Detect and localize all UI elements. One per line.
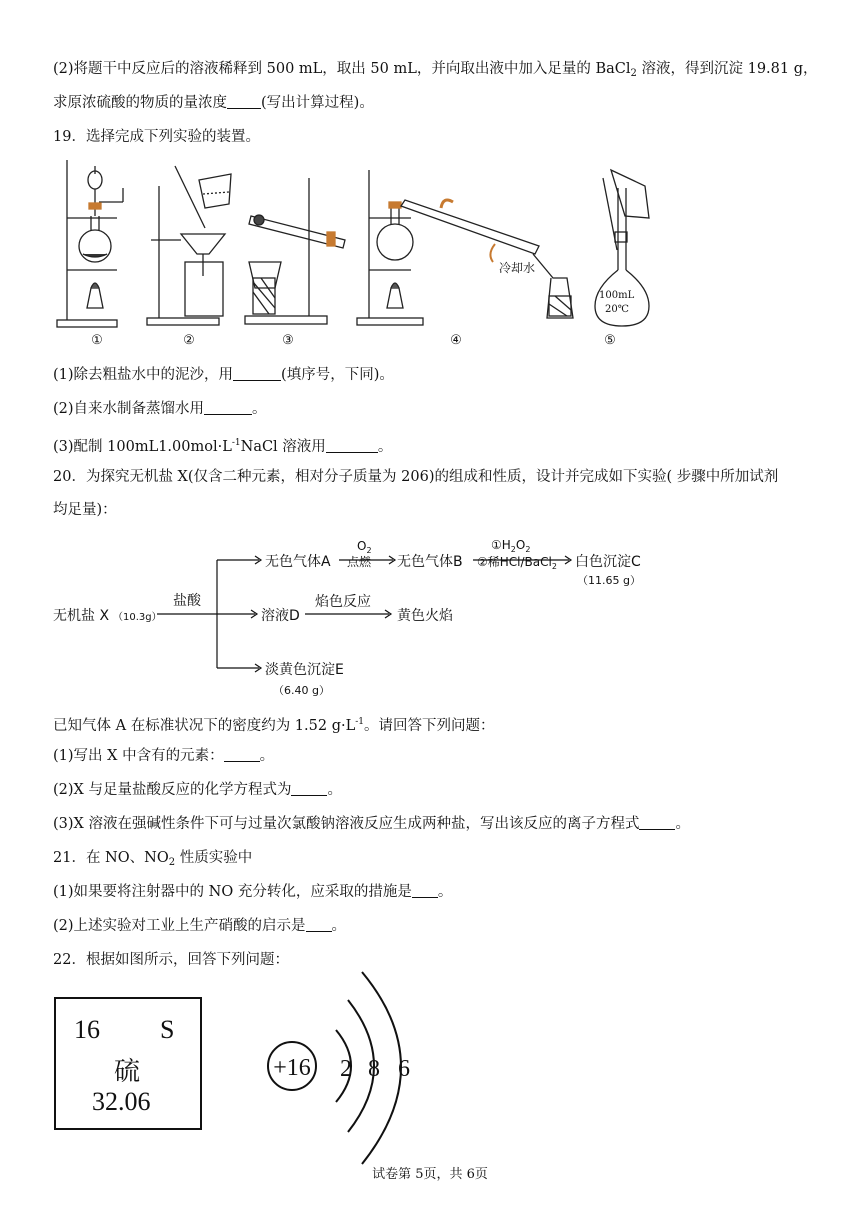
gas-b: 无色气体B (397, 554, 463, 570)
q18-part2-line2 (53, 93, 374, 113)
text: 。 (259, 748, 275, 764)
q21-part2 (53, 916, 346, 936)
apparatus-5-volumetric-flask (595, 170, 649, 326)
text: (2)上述实验对工业上生产硝酸的启示是 (53, 918, 306, 934)
white-precipitate-mass: （11.65 g） (577, 574, 641, 587)
text: 。请回答下列问题： (364, 718, 495, 734)
apparatus-3-test-tube-heating (245, 178, 345, 324)
white-precipitate: 白色沉淀C (575, 554, 641, 570)
q20-part1 (53, 746, 274, 766)
shell-2-electrons: 8 (368, 1056, 380, 1082)
q19-part3 (53, 433, 392, 457)
q20-part2 (53, 780, 342, 800)
step2-label: ②稀HCl/BaCl$_2$ (477, 555, 557, 571)
text: (2)X 与足量盐酸反应的化学方程式为 (53, 782, 292, 798)
yellow-precipitate: 淡黄色沉淀E (265, 662, 344, 678)
element-name: 硫 (114, 1057, 141, 1086)
text: (2)自来水制备蒸馏水用 (53, 401, 205, 417)
nucleus-charge: +16 (273, 1055, 311, 1081)
q21-stem (53, 848, 252, 873)
q20-stem-line1: 20．为探究无机盐 X(仅含二种元素，相对分子质量为 206)的组成和性质，设计并完成如下实验( 步骤中所加试剂 (53, 469, 779, 485)
flame-test-label: 焰色反应 (315, 594, 371, 610)
text: 。 (675, 816, 690, 832)
atomic-number: 16 (74, 1015, 100, 1044)
flask-volume-label: 100mL (599, 290, 635, 301)
ignite-label: 点燃 (347, 555, 372, 569)
answer-blank[interactable] (412, 883, 438, 898)
periodic-table-cell (54, 997, 202, 1130)
q20-known (53, 712, 495, 736)
text: 。 (327, 782, 342, 798)
yellow-precipitate-mass: （6.40 g） (273, 684, 330, 697)
text: 21．在 NO、NO (53, 850, 169, 866)
text: (1)写出 X 中含有的元素： (53, 748, 224, 764)
q18-part2-line1 (53, 59, 818, 84)
superscript: -1 (231, 438, 241, 448)
apparatus-2-filtration-setup (147, 166, 231, 325)
answer-blank[interactable] (204, 400, 252, 415)
apparatus-1-separatory-funnel-setup (57, 160, 123, 327)
atomic-mass: 32.06 (92, 1087, 151, 1116)
answer-blank[interactable] (306, 917, 332, 932)
q20-stem-line2: 均足量)： (53, 502, 117, 518)
q20-flow-diagram (53, 533, 693, 701)
step1-label: $①H_2O_2$ (491, 538, 531, 554)
cooling-water-label: 冷却水 (499, 261, 536, 275)
caption-4: ④ (450, 333, 462, 348)
text: (3)配制 100mL1.00mol·L (53, 439, 232, 455)
shell-3-electrons: 6 (398, 1056, 410, 1082)
q20-part3 (53, 814, 690, 834)
flask-temp-label: 20℃ (605, 304, 629, 315)
answer-blank[interactable] (227, 94, 261, 109)
subscript: 2 (168, 857, 176, 868)
shell-1-electrons: 2 (340, 1056, 352, 1082)
text: 。 (437, 884, 453, 900)
text: (1)如果要将注射器中的 NO 充分转化，应采取的措施是 (53, 884, 412, 900)
text: NaCl 溶液用 (240, 439, 326, 455)
start-mass: （10.3g） (113, 612, 162, 623)
answer-blank[interactable] (291, 781, 327, 796)
caption-5: ⑤ (604, 333, 616, 348)
q19-part2 (53, 399, 267, 419)
text: 。 (331, 918, 347, 934)
superscript: -1 (355, 717, 364, 727)
text: 溶液，得到沉淀 19.81 g， (636, 61, 818, 77)
text: 。 (377, 439, 393, 455)
answer-blank[interactable] (233, 366, 281, 381)
text: (2)将题干中反应后的溶液稀释到 500 mL，取出 50 mL，并向取出液中加入足量的 BaCl (53, 61, 631, 77)
solution-d: 溶液D (261, 608, 300, 624)
gas-a: 无色气体A (265, 554, 331, 570)
caption-2: ② (183, 333, 195, 348)
atomic-structure-diagram (262, 970, 432, 1170)
answer-blank[interactable] (639, 815, 675, 830)
page-footer: 试卷第 5页，共 6页 (372, 1167, 488, 1182)
o2-label: $O_2$ (357, 539, 372, 555)
caption-3: ③ (282, 333, 294, 348)
caption-1: ① (91, 333, 103, 348)
answer-blank[interactable] (224, 747, 260, 762)
element-symbol: S (160, 1015, 175, 1044)
q22-stem: 22．根据如图所示，回答下列问题： (53, 952, 289, 968)
q19-stem: 19．选择完成下列实验的装置。 (53, 129, 260, 145)
text: 已知气体 A 在标准状况下的密度约为 1.52 g·L (53, 718, 356, 734)
text: (1)除去粗盐水中的泥沙，用 (53, 367, 234, 383)
text: 性质实验中 (175, 850, 253, 866)
start-label: 无机盐 X (53, 608, 110, 624)
answer-blank[interactable] (326, 438, 378, 453)
reagent-label: 盐酸 (173, 593, 201, 609)
apparatus-4-distillation-setup (357, 170, 573, 325)
text: 。 (252, 401, 267, 417)
text: (3)X 溶液在强碱性条件下可与过量次氯酸钠溶液反应生成两种盐，写出该反应的离子方程式 (53, 816, 640, 832)
subscript: 2 (630, 68, 637, 79)
text: 求原浓硫酸的物质的量浓度 (53, 95, 227, 111)
q21-part1 (53, 882, 452, 902)
text: (写出计算过程)。 (261, 95, 374, 111)
yellow-flame: 黄色火焰 (397, 608, 453, 624)
apparatus-figure (55, 158, 675, 330)
text: (填序号，下同)。 (281, 367, 394, 383)
q19-part1 (53, 365, 394, 385)
